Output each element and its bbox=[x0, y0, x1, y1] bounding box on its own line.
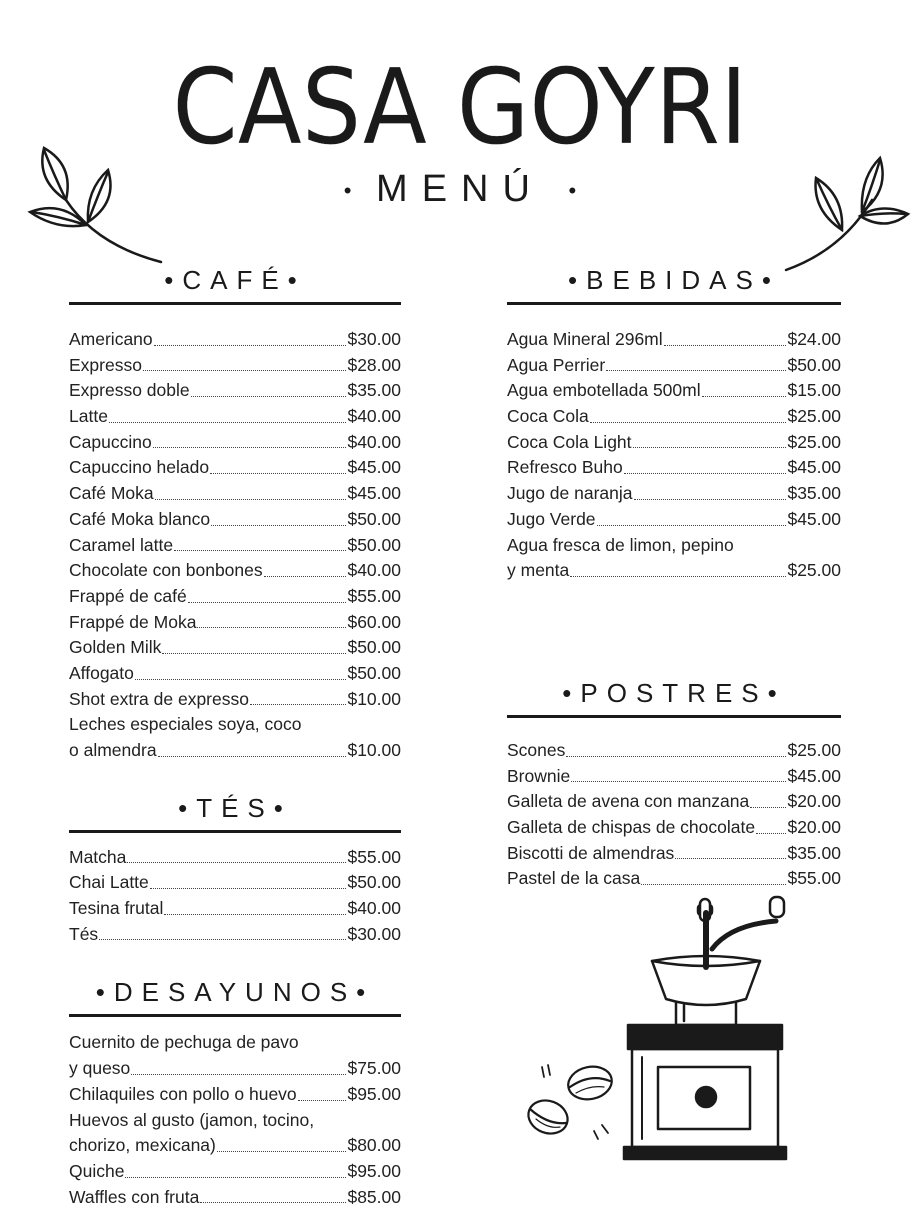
desayunos-item3-line1: Huevos al gusto (jamon, tocino, bbox=[69, 1109, 315, 1130]
item-name: Latte bbox=[69, 406, 108, 427]
dot-icon: • bbox=[273, 792, 292, 823]
desayunos-item bbox=[69, 1082, 401, 1108]
dot-icon: • bbox=[562, 677, 581, 708]
dot-icon: • bbox=[356, 977, 375, 1008]
dotted-leader bbox=[571, 764, 786, 783]
dotted-leader bbox=[298, 1082, 347, 1101]
item-price: $95.00 bbox=[347, 1083, 401, 1104]
item-price: $28.00 bbox=[347, 354, 401, 375]
dotted-leader bbox=[200, 1185, 346, 1204]
cafe-item bbox=[69, 610, 401, 636]
item-price: $40.00 bbox=[347, 406, 401, 427]
dotted-leader bbox=[210, 455, 346, 474]
dot-icon: • bbox=[178, 792, 197, 823]
menu-subtitle-text: MENÚ bbox=[376, 168, 544, 210]
postres-item bbox=[507, 764, 841, 790]
dotted-leader bbox=[158, 738, 347, 757]
item-name: Frappé de Moka bbox=[69, 611, 197, 632]
dotted-leader bbox=[675, 841, 786, 860]
item-price: $35.00 bbox=[787, 842, 841, 863]
dotted-leader bbox=[127, 845, 346, 864]
item-name: Golden Milk bbox=[69, 637, 162, 658]
item-name: Chilaquiles con pollo o huevo bbox=[69, 1083, 297, 1104]
item-name: Jugo de naranja bbox=[507, 483, 633, 504]
item-price: $25.00 bbox=[787, 560, 841, 581]
desayunos-item bbox=[69, 1056, 401, 1082]
item-name: Jugo Verde bbox=[507, 508, 596, 529]
dotted-leader bbox=[570, 558, 786, 577]
dot-icon: • bbox=[761, 265, 780, 295]
postres-item-list bbox=[507, 738, 841, 892]
dot-icon: • bbox=[343, 177, 352, 203]
item-name: Agua Perrier bbox=[507, 354, 606, 375]
dotted-leader bbox=[131, 1056, 346, 1075]
right-column bbox=[507, 262, 841, 892]
dotted-leader bbox=[702, 378, 787, 397]
item-name: Scones bbox=[507, 739, 566, 760]
item-name: Chocolate con bonbones bbox=[69, 560, 263, 581]
item-price: $40.00 bbox=[347, 560, 401, 581]
item-price: $50.00 bbox=[347, 534, 401, 555]
postres-section bbox=[507, 675, 841, 892]
item-price: $25.00 bbox=[787, 739, 841, 760]
item-price: $15.00 bbox=[787, 380, 841, 401]
dotted-leader bbox=[150, 870, 347, 889]
postres-item bbox=[507, 815, 841, 841]
dotted-leader bbox=[191, 378, 347, 397]
item-name: Pastel de la casa bbox=[507, 868, 641, 889]
item-price: $25.00 bbox=[787, 431, 841, 452]
bebidas-item bbox=[507, 507, 841, 533]
tes-item-list bbox=[69, 845, 401, 948]
dot-icon: • bbox=[568, 265, 587, 295]
cafe-item bbox=[69, 378, 401, 404]
tes-item bbox=[69, 922, 401, 948]
dotted-leader bbox=[197, 610, 346, 629]
item-price: $30.00 bbox=[347, 923, 401, 944]
item-price: $55.00 bbox=[787, 868, 841, 889]
item-price: $45.00 bbox=[787, 508, 841, 529]
dotted-leader bbox=[174, 533, 346, 552]
item-price: $20.00 bbox=[787, 791, 841, 812]
item-price: $35.00 bbox=[787, 483, 841, 504]
item-name: Frappé de café bbox=[69, 585, 187, 606]
desayunos-divider bbox=[69, 1014, 401, 1017]
bebidas-multiline-item-line1: Agua fresca de limon, pepino bbox=[507, 534, 734, 555]
postres-item bbox=[507, 866, 841, 892]
item-price: $45.00 bbox=[347, 483, 401, 504]
dotted-leader bbox=[125, 1159, 346, 1178]
desayunos-item bbox=[69, 1159, 401, 1185]
cafe-item bbox=[69, 327, 401, 353]
cafe-heading bbox=[69, 262, 401, 298]
item-price: $50.00 bbox=[787, 354, 841, 375]
dotted-leader bbox=[664, 327, 787, 346]
postres-item bbox=[507, 789, 841, 815]
leaf-branch-right-icon bbox=[782, 150, 912, 275]
cafe-item bbox=[69, 635, 401, 661]
coffee-bean-icon bbox=[520, 1055, 620, 1150]
dotted-leader bbox=[217, 1133, 347, 1152]
bebidas-item bbox=[507, 327, 841, 353]
cafe-item bbox=[69, 507, 401, 533]
item-name: Tesina frutal bbox=[69, 898, 164, 919]
dotted-leader bbox=[164, 896, 346, 915]
dotted-leader bbox=[566, 738, 786, 757]
item-name: Expresso doble bbox=[69, 380, 190, 401]
item-name: Shot extra de expresso bbox=[69, 688, 249, 709]
postres-item bbox=[507, 841, 841, 867]
dotted-leader bbox=[597, 507, 787, 526]
item-name: Agua embotellada 500ml bbox=[507, 380, 701, 401]
cafe-item bbox=[69, 661, 401, 687]
item-price: $95.00 bbox=[347, 1160, 401, 1181]
dotted-leader bbox=[633, 430, 787, 449]
item-price: $75.00 bbox=[347, 1058, 401, 1079]
cafe-multiline-item-line1: Leches especiales soya, coco bbox=[69, 714, 302, 735]
item-name: Matcha bbox=[69, 846, 127, 867]
dot-icon: • bbox=[95, 977, 114, 1008]
tes-heading-text: TÉS bbox=[196, 792, 274, 823]
bebidas-item bbox=[507, 353, 841, 379]
leaf-branch-left-icon bbox=[26, 140, 166, 270]
cafe-multiline-item bbox=[69, 738, 401, 764]
item-name: Coca Cola bbox=[507, 406, 589, 427]
dotted-leader bbox=[756, 815, 786, 834]
item-name: Brownie bbox=[507, 765, 571, 786]
item-name: Refresco Buho bbox=[507, 457, 623, 478]
item-price: $10.00 bbox=[347, 688, 401, 709]
postres-heading bbox=[507, 675, 841, 711]
cafe-item bbox=[69, 353, 401, 379]
item-name: Biscotti de almendras bbox=[507, 842, 675, 863]
dotted-leader bbox=[162, 635, 346, 654]
item-name: Coca Cola Light bbox=[507, 431, 632, 452]
item-price: $60.00 bbox=[347, 611, 401, 632]
item-name: Agua Mineral 296ml bbox=[507, 329, 663, 349]
cafe-item bbox=[69, 687, 401, 713]
dotted-leader bbox=[188, 584, 347, 603]
item-price: $45.00 bbox=[787, 765, 841, 786]
bebidas-section bbox=[507, 262, 841, 584]
item-price: $10.00 bbox=[347, 740, 401, 760]
item-name: Café Moka blanco bbox=[69, 508, 211, 529]
item-name: Galleta de avena con manzana bbox=[507, 791, 750, 812]
item-price: $50.00 bbox=[347, 872, 401, 893]
cafe-item-list bbox=[69, 327, 401, 712]
dotted-leader bbox=[264, 558, 347, 577]
dotted-leader bbox=[606, 353, 786, 372]
dotted-leader bbox=[135, 661, 347, 680]
item-name: Café Moka bbox=[69, 483, 154, 504]
desayunos-item1-line1: Cuernito de pechuga de pavo bbox=[69, 1032, 299, 1053]
item-name: Americano bbox=[69, 329, 153, 349]
item-price: $40.00 bbox=[347, 898, 401, 919]
dotted-leader bbox=[143, 353, 347, 372]
dot-icon: • bbox=[767, 677, 786, 708]
dot-icon: • bbox=[287, 265, 306, 295]
item-price: $35.00 bbox=[347, 380, 401, 401]
dotted-leader bbox=[750, 789, 786, 808]
tes-heading bbox=[69, 790, 401, 826]
left-column bbox=[69, 262, 401, 1210]
tes-divider bbox=[69, 830, 401, 833]
cafe-item bbox=[69, 481, 401, 507]
bebidas-item bbox=[507, 378, 841, 404]
item-name: Caramel latte bbox=[69, 534, 174, 555]
item-price: $85.00 bbox=[347, 1186, 401, 1207]
item-name: Galleta de chispas de chocolate bbox=[507, 816, 756, 837]
tes-item bbox=[69, 845, 401, 871]
cafe-item bbox=[69, 558, 401, 584]
cafe-item bbox=[69, 430, 401, 456]
dot-icon: • bbox=[164, 265, 183, 295]
item-price: $50.00 bbox=[347, 662, 401, 683]
item-name: Capuccino helado bbox=[69, 457, 210, 478]
dotted-leader bbox=[211, 507, 346, 526]
postres-item bbox=[507, 738, 841, 764]
dotted-leader bbox=[624, 455, 787, 474]
cafe-item bbox=[69, 404, 401, 430]
desayunos-item bbox=[69, 1185, 401, 1210]
dot-icon: • bbox=[568, 177, 577, 203]
dotted-leader bbox=[641, 866, 786, 885]
dotted-leader bbox=[99, 922, 346, 941]
desayunos-heading-text: DESAYUNOS bbox=[113, 977, 357, 1008]
desayunos-section bbox=[69, 974, 401, 1210]
item-price: $80.00 bbox=[347, 1135, 401, 1156]
cafe-item bbox=[69, 584, 401, 610]
item-name: chorizo, mexicana) bbox=[69, 1135, 216, 1156]
item-price: $30.00 bbox=[347, 329, 401, 349]
item-price: $55.00 bbox=[347, 846, 401, 867]
dotted-leader bbox=[250, 687, 347, 706]
item-name: Tés bbox=[69, 923, 99, 944]
dotted-leader bbox=[634, 481, 787, 500]
dotted-leader bbox=[109, 404, 347, 423]
cafe-section bbox=[69, 262, 401, 764]
bebidas-item bbox=[507, 455, 841, 481]
item-name: Expresso bbox=[69, 354, 142, 375]
tes-section bbox=[69, 790, 401, 948]
item-name: Affogato bbox=[69, 662, 134, 683]
bebidas-item bbox=[507, 481, 841, 507]
item-price: $50.00 bbox=[347, 508, 401, 529]
postres-divider bbox=[507, 715, 841, 718]
item-name: Capuccino bbox=[69, 431, 152, 452]
item-name: y queso bbox=[69, 1058, 131, 1079]
item-price: $24.00 bbox=[787, 329, 841, 349]
cafe-item bbox=[69, 455, 401, 481]
item-name: Quiche bbox=[69, 1160, 125, 1181]
bebidas-heading bbox=[507, 262, 841, 298]
tes-item bbox=[69, 870, 401, 896]
dotted-leader bbox=[153, 430, 347, 449]
cafe-heading-text: CAFÉ bbox=[182, 265, 288, 295]
postres-heading-text: POSTRES bbox=[580, 677, 768, 708]
item-price: $55.00 bbox=[347, 585, 401, 606]
item-price: $45.00 bbox=[787, 457, 841, 478]
bebidas-item bbox=[507, 404, 841, 430]
cafe-divider bbox=[69, 302, 401, 305]
item-price: $25.00 bbox=[787, 406, 841, 427]
item-price: $40.00 bbox=[347, 431, 401, 452]
bebidas-item bbox=[507, 430, 841, 456]
item-name: o almendra bbox=[69, 740, 157, 760]
bebidas-item-list bbox=[507, 327, 841, 533]
item-name: y menta bbox=[507, 560, 570, 581]
item-name: Waffles con fruta bbox=[69, 1186, 200, 1207]
bebidas-divider bbox=[507, 302, 841, 305]
tes-item bbox=[69, 896, 401, 922]
item-price: $50.00 bbox=[347, 637, 401, 658]
item-price: $45.00 bbox=[347, 457, 401, 478]
bebidas-heading-text: BEBIDAS bbox=[586, 265, 762, 295]
dotted-leader bbox=[590, 404, 787, 423]
item-name: Chai Latte bbox=[69, 872, 149, 893]
cafe-item bbox=[69, 533, 401, 559]
desayunos-item bbox=[69, 1133, 401, 1159]
restaurant-title: CASA GOYRI bbox=[172, 46, 748, 168]
desayunos-heading bbox=[69, 974, 401, 1010]
dotted-leader bbox=[154, 327, 347, 346]
dotted-leader bbox=[155, 481, 347, 500]
bebidas-multiline-item bbox=[507, 558, 841, 584]
item-price: $20.00 bbox=[787, 816, 841, 837]
